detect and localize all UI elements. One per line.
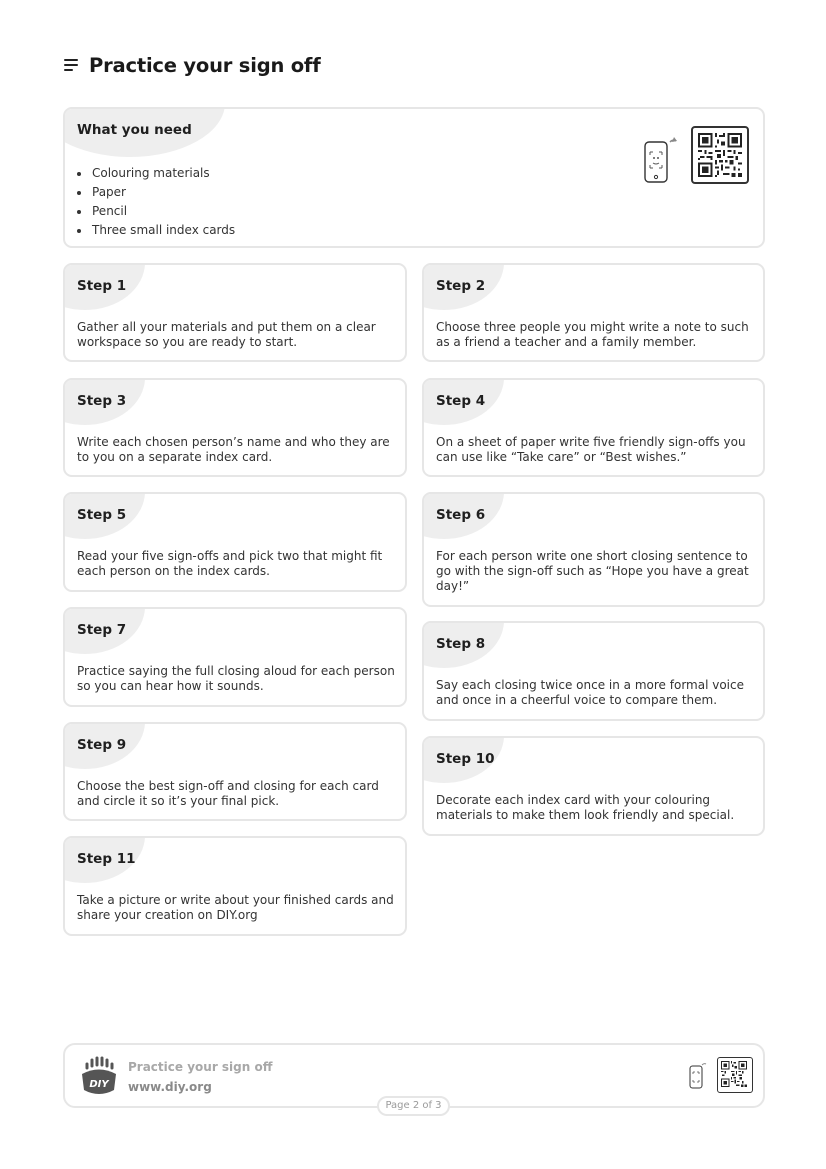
step-label: Step 10 (436, 751, 495, 767)
qr-code-icon[interactable] (717, 1057, 753, 1093)
step-card (63, 836, 407, 936)
phone-scan-icon (643, 134, 677, 186)
materials-list (91, 164, 235, 240)
qr-code-pattern (721, 1061, 747, 1087)
step-text: Gather all your materials and put them on a clear workspace so you are ready to start. (77, 320, 376, 349)
phone-scan-icon (689, 1060, 707, 1090)
step-label: Step 8 (436, 636, 486, 652)
step-card (63, 492, 407, 592)
step-card (63, 607, 407, 707)
list-item: • Three small index cards (91, 221, 235, 240)
step-text: Say each closing twice once in a more formal voice and once in a cheerful voice to compare them. (436, 678, 744, 707)
menu-icon (64, 59, 80, 72)
list-item: • Paper (91, 183, 235, 202)
step-label: Step 4 (436, 393, 486, 409)
what-you-need-title: What you need (77, 122, 192, 138)
step-text: For each person write one short closing sentence to go with the sign-off such as “Hope you have a great day!” (436, 549, 749, 593)
step-card (422, 736, 765, 836)
step-text: Read your five sign-offs and pick two that might fit each person on the index cards. (77, 549, 383, 578)
step-card (63, 722, 407, 821)
page-number-badge: Page 2 of 3 (377, 1096, 450, 1116)
step-card (422, 263, 765, 362)
step-text: Decorate each index card with your colouring materials to make them look friendly and special. (436, 793, 735, 822)
step-card (63, 263, 407, 362)
list-item: • Colouring materials (91, 164, 235, 183)
what-you-need-card (63, 107, 765, 248)
page-header (64, 54, 321, 77)
step-label: Step 7 (77, 622, 127, 638)
qr-code-pattern (698, 133, 742, 177)
step-label: Step 6 (436, 507, 486, 523)
step-label: Step 11 (77, 851, 136, 867)
diy-logo-icon (78, 1056, 120, 1098)
footer-url[interactable]: www.diy.org (128, 1080, 212, 1094)
step-card (422, 378, 765, 477)
step-label: Step 5 (77, 507, 127, 523)
step-card (422, 492, 765, 607)
logo-text: DIY (89, 1079, 109, 1090)
step-label: Step 1 (77, 278, 127, 294)
qr-code-icon[interactable] (691, 126, 749, 184)
step-label: Step 2 (436, 278, 486, 294)
footer-title: Practice your sign off (128, 1060, 273, 1074)
step-text: Choose the best sign-off and closing for each card and circle it so it’s your final pick. (77, 779, 379, 808)
step-text: On a sheet of paper write five friendly sign-offs you can use like “Take care” or “Best wishes.” (436, 435, 746, 464)
step-text: Practice saying the full closing aloud for each person so you can hear how it sounds. (77, 664, 395, 693)
list-item: • Pencil (91, 202, 235, 221)
step-text: Write each chosen person’s name and who they are to you on a separate index card. (77, 435, 390, 464)
step-label: Step 9 (77, 737, 127, 753)
step-label: Step 3 (77, 393, 127, 409)
step-card (63, 378, 407, 477)
step-text: Take a picture or write about your finished cards and share your creation on DIY.org (77, 893, 394, 922)
step-card (422, 621, 765, 721)
page-title: Practice your sign off (89, 54, 321, 77)
step-text: Choose three people you might write a note to such as a friend a teacher and a family member. (436, 320, 749, 349)
